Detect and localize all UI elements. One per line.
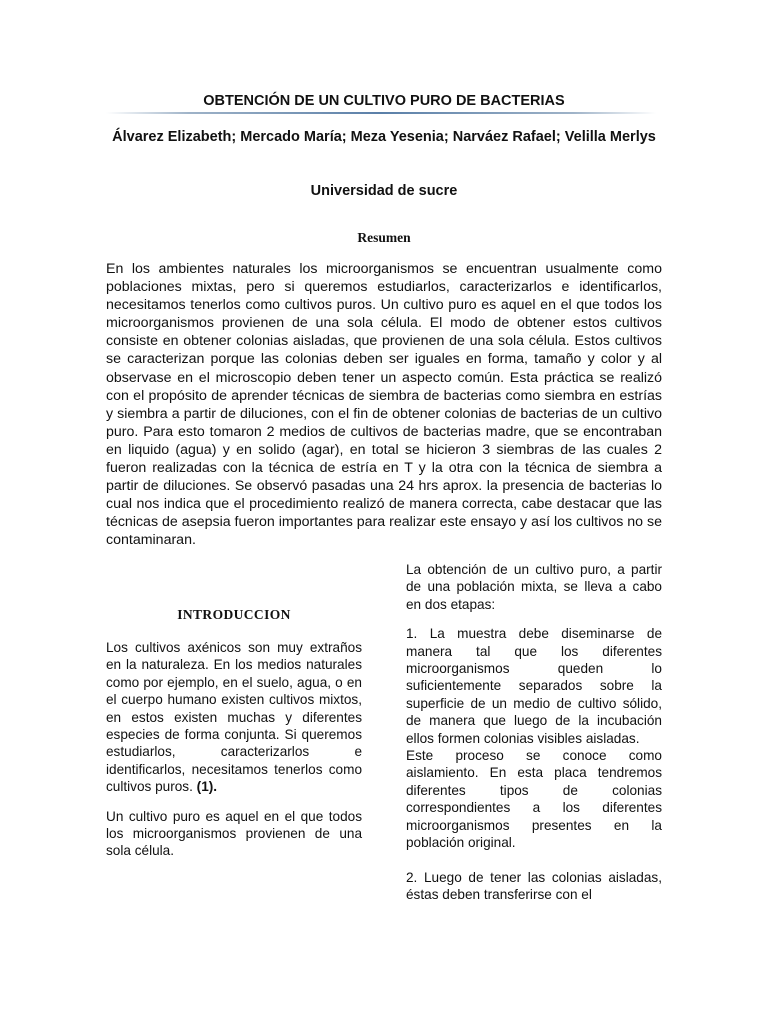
intro-paragraph-1-text: Los cultivos axénicos son muy extraños en la naturaleza. En los medios naturales como por ejemplo, en el suelo, agua, o en el cuerpo humano existen cultivos mixtos, en estos existen muchas y diferentes especies de forma conjunta. Si queremos estudiarlos, caracterizarlos e identificarlos, necesitamos tenerlos como cultivos puros. <box>106 640 362 795</box>
introduction-heading: INTRODUCCION <box>177 607 291 622</box>
paper-title: OBTENCIÓN DE UN CULTIVO PURO DE BACTERIAS <box>203 93 565 109</box>
affiliation: Universidad de sucre <box>310 183 458 199</box>
right-paragraph-4: 2. Luego de tener las colonias aisladas, éstas deben transferirse con el <box>406 869 662 902</box>
citation-ref: (1). <box>196 779 218 795</box>
intro-paragraph-2: Un cultivo puro es aquel en el que todos los microorganismos provienen de una sola célula. <box>106 808 362 859</box>
right-paragraph-3: Este proceso se conoce como aislamiento. En esta placa tendremos diferentes tipos de colonias correspondientes a los diferentes microorganismos presentes en la población original. <box>406 748 662 851</box>
abstract-text: En los ambientes naturales los microorganismos se encuentran usualmente como poblaciones mixtas, pero si queremos estudiarlos, caracterizarlos e identificarlos, necesitamos tenerlos como cultivos puros. Un cultivo puro es aquel en el que todos los microorganismos provienen de una sola célula. El modo de obtener estos cultivos consiste en obtener colonias aisladas, que provienen de una sola célula. Estos cultivos se caracterizan porque las colonias deben ser iguales en forma, tamaño y color y al observase en el microscopio deben tener un aspecto común. Esta práctica se realizó con el propósito de aprender técnicas de siembra de bacterias como siembra en estrías y siembra a partir de diluciones, con el fin de obtener colonias de bacterias de un cultivo puro. Para esto tomaron 2 medios de cultivos de bacterias madre, que se encontraban en liquido (agua) y en solido (agar), en total se hicieron 3 siembras de las cuales 2 fueron realizadas con la técnica de estría en T y la otra con la técnica de siembra a partir de diluciones. Se observó pasadas una 24 hrs aprox. la presencia de bacterias lo cual nos indica que el procedimiento realizó de manera correcta, cabe destacar que las técnicas de asepsia fueron importantes para realizar este ensayo y así los cultivos no se contaminaran. <box>106 261 662 549</box>
right-paragraph-1: La obtención de un cultivo puro, a partir de una población mixta, se lleva a cabo en dos etapas: <box>406 562 662 612</box>
intro-paragraph-1 <box>106 639 362 796</box>
right-column <box>406 561 662 915</box>
abstract-heading: Resumen <box>357 230 411 245</box>
author-list: Álvarez Elizabeth; Mercado María; Meza Yesenia; Narváez Rafael; Velilla Merlys <box>112 129 656 145</box>
right-paragraph-2: 1. La muestra debe diseminarse de manera tal que los diferentes microorganismos queden lo suficientemente separados sobre la superficie de un medio de cultivo sólido, de manera que luego de la incubación ellos formen colonias visibles aisladas. <box>406 626 662 746</box>
title-divider <box>106 112 656 114</box>
left-column <box>106 606 362 872</box>
